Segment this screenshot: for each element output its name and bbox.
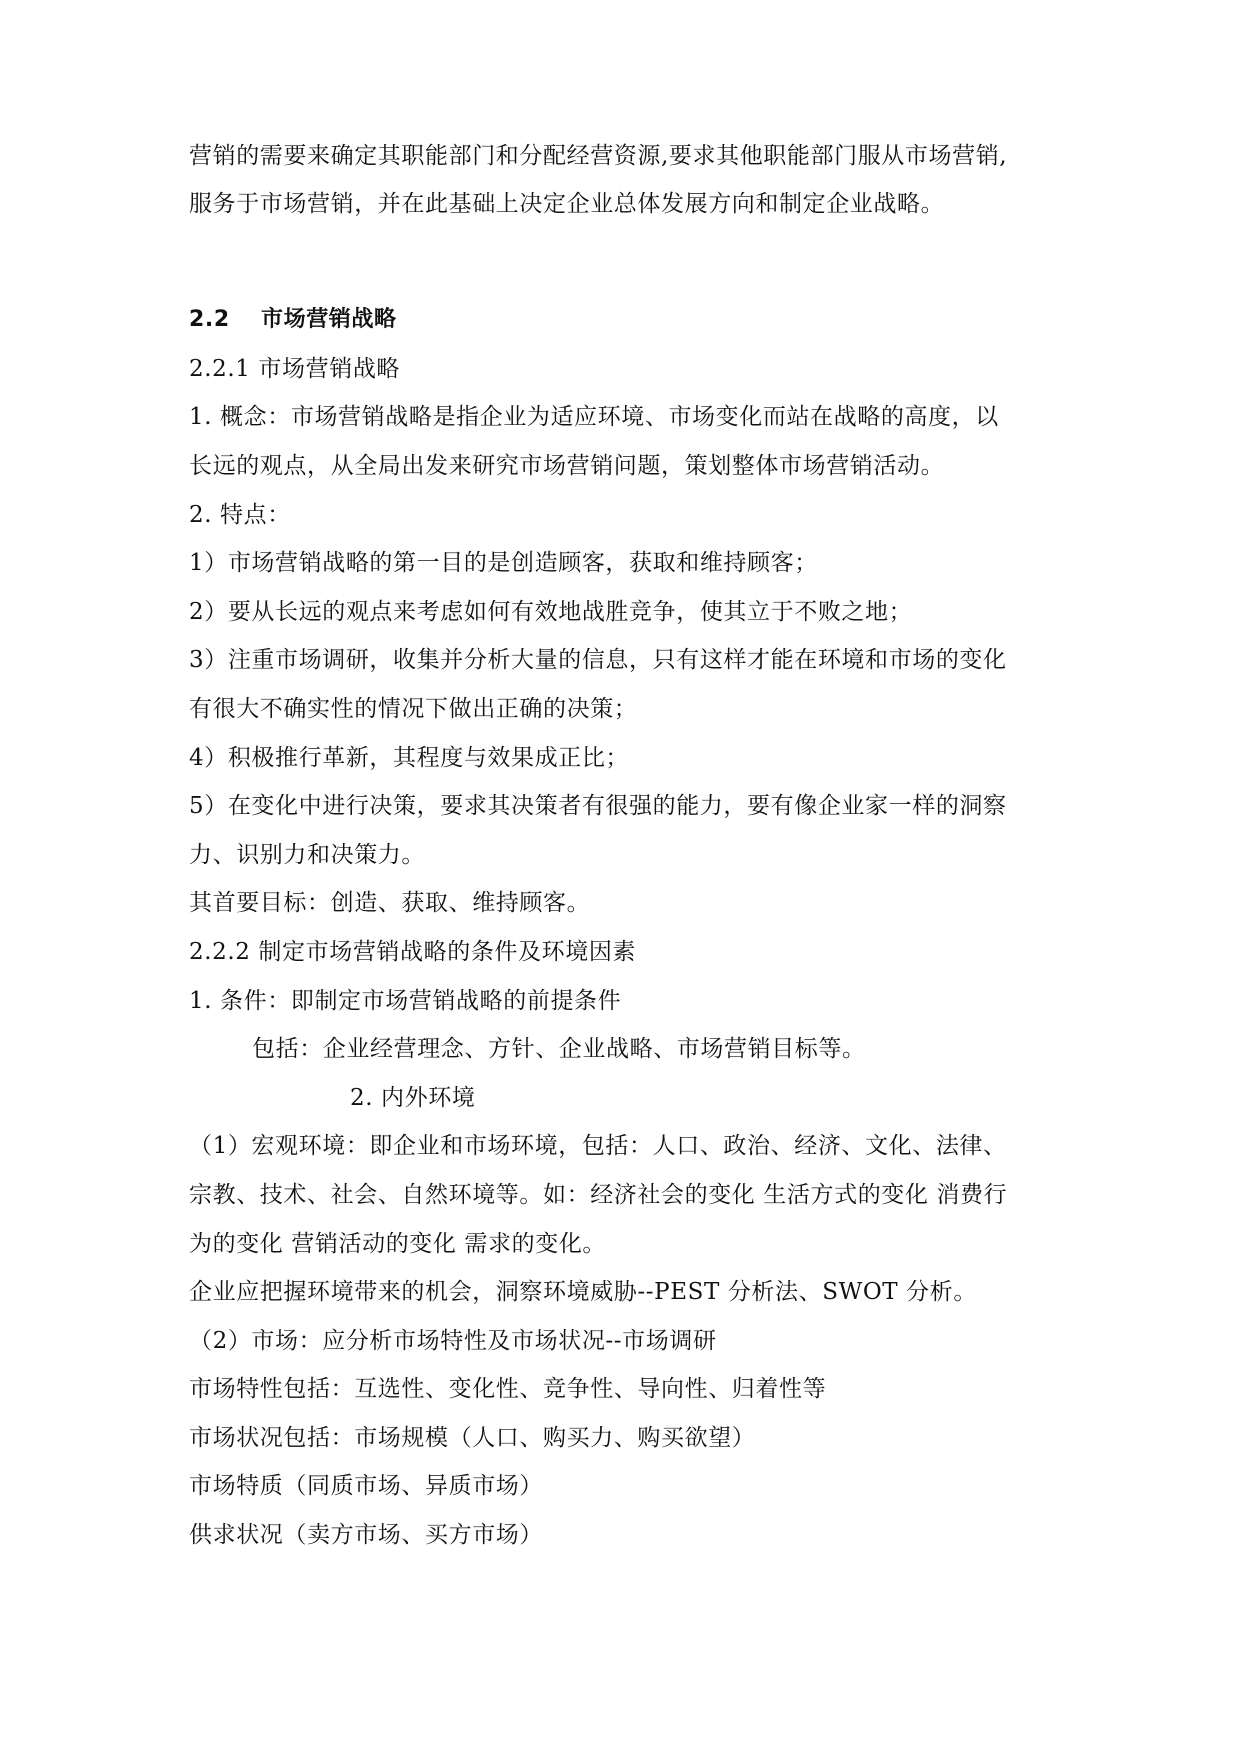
paragraph-line: 服务于市场营销，并在此基础上决定企业总体发展方向和制定企业战略。 [189, 191, 945, 217]
list-item: 5）在变化中进行决策，要求其决策者有很强的能力，要有像企业家一样的洞察 [189, 793, 1007, 819]
paragraph-line: 企业应把握环境带来的机会，洞察环境威胁--PEST 分析法、SWOT 分析。 [189, 1279, 977, 1305]
paragraph-line: 营销的需要来确定其职能部门和分配经营资源,要求其他职能部门服从市场营销, [189, 143, 1008, 169]
paragraph-line: 供求状况（卖方市场、买方市场） [189, 1522, 543, 1548]
paragraph-line: 其首要目标：创造、获取、维持顾客。 [189, 890, 591, 916]
list-item: 有很大不确实性的情况下做出正确的决策； [189, 696, 638, 722]
list-item: 力、识别力和决策力。 [189, 842, 425, 868]
list-item: 2）要从长远的观点来考虑如何有效地战胜竞争，使其立于不败之地； [189, 599, 913, 625]
paragraph-line: （2）市场：应分析市场特性及市场状况--市场调研 [189, 1328, 717, 1354]
paragraph-line: 1. 条件：即制定市场营销战略的前提条件 [189, 988, 622, 1014]
paragraph-line: 长远的观点，从全局出发来研究市场营销问题，策划整体市场营销活动。 [189, 453, 945, 479]
section-number: 2.2 [189, 307, 230, 332]
section-title: 市场营销战略 [261, 307, 397, 332]
paragraph-line: 市场特质（同质市场、异质市场） [189, 1473, 543, 1499]
section-heading [189, 304, 397, 336]
list-item: 1）市场营销战略的第一目的是创造顾客，获取和维持顾客； [189, 550, 818, 576]
paragraph-line: 包括：企业经营理念、方针、企业战略、市场营销目标等。 [252, 1036, 866, 1062]
paragraph-line: 宗教、技术、社会、自然环境等。如：经济社会的变化 生活方式的变化 消费行 [189, 1182, 1008, 1208]
subsection-heading: 2.2.1 市场营销战略 [189, 356, 401, 382]
paragraph-line: 市场特性包括：互选性、变化性、竞争性、导向性、归着性等 [189, 1376, 827, 1402]
paragraph-line: 市场状况包括：市场规模（人口、购买力、购买欲望） [189, 1425, 756, 1451]
paragraph-line: 为的变化 营销活动的变化 需求的变化。 [189, 1231, 607, 1257]
paragraph-line: 2. 特点： [189, 502, 291, 528]
paragraph-line: 1. 概念：市场营销战略是指企业为适应环境、市场变化而站在战略的高度，以 [189, 404, 999, 430]
list-item: 4）积极推行革新，其程度与效果成正比； [189, 745, 630, 771]
subsection-heading: 2.2.2 制定市场营销战略的条件及环境因素 [189, 939, 637, 965]
paragraph-line: 2. 内外环境 [350, 1085, 476, 1111]
paragraph-line: （1）宏观环境：即企业和市场环境，包括：人口、政治、经济、文化、法律、 [189, 1133, 1007, 1159]
list-item: 3）注重市场调研，收集并分析大量的信息，只有这样才能在环境和市场的变化 [189, 647, 1007, 673]
